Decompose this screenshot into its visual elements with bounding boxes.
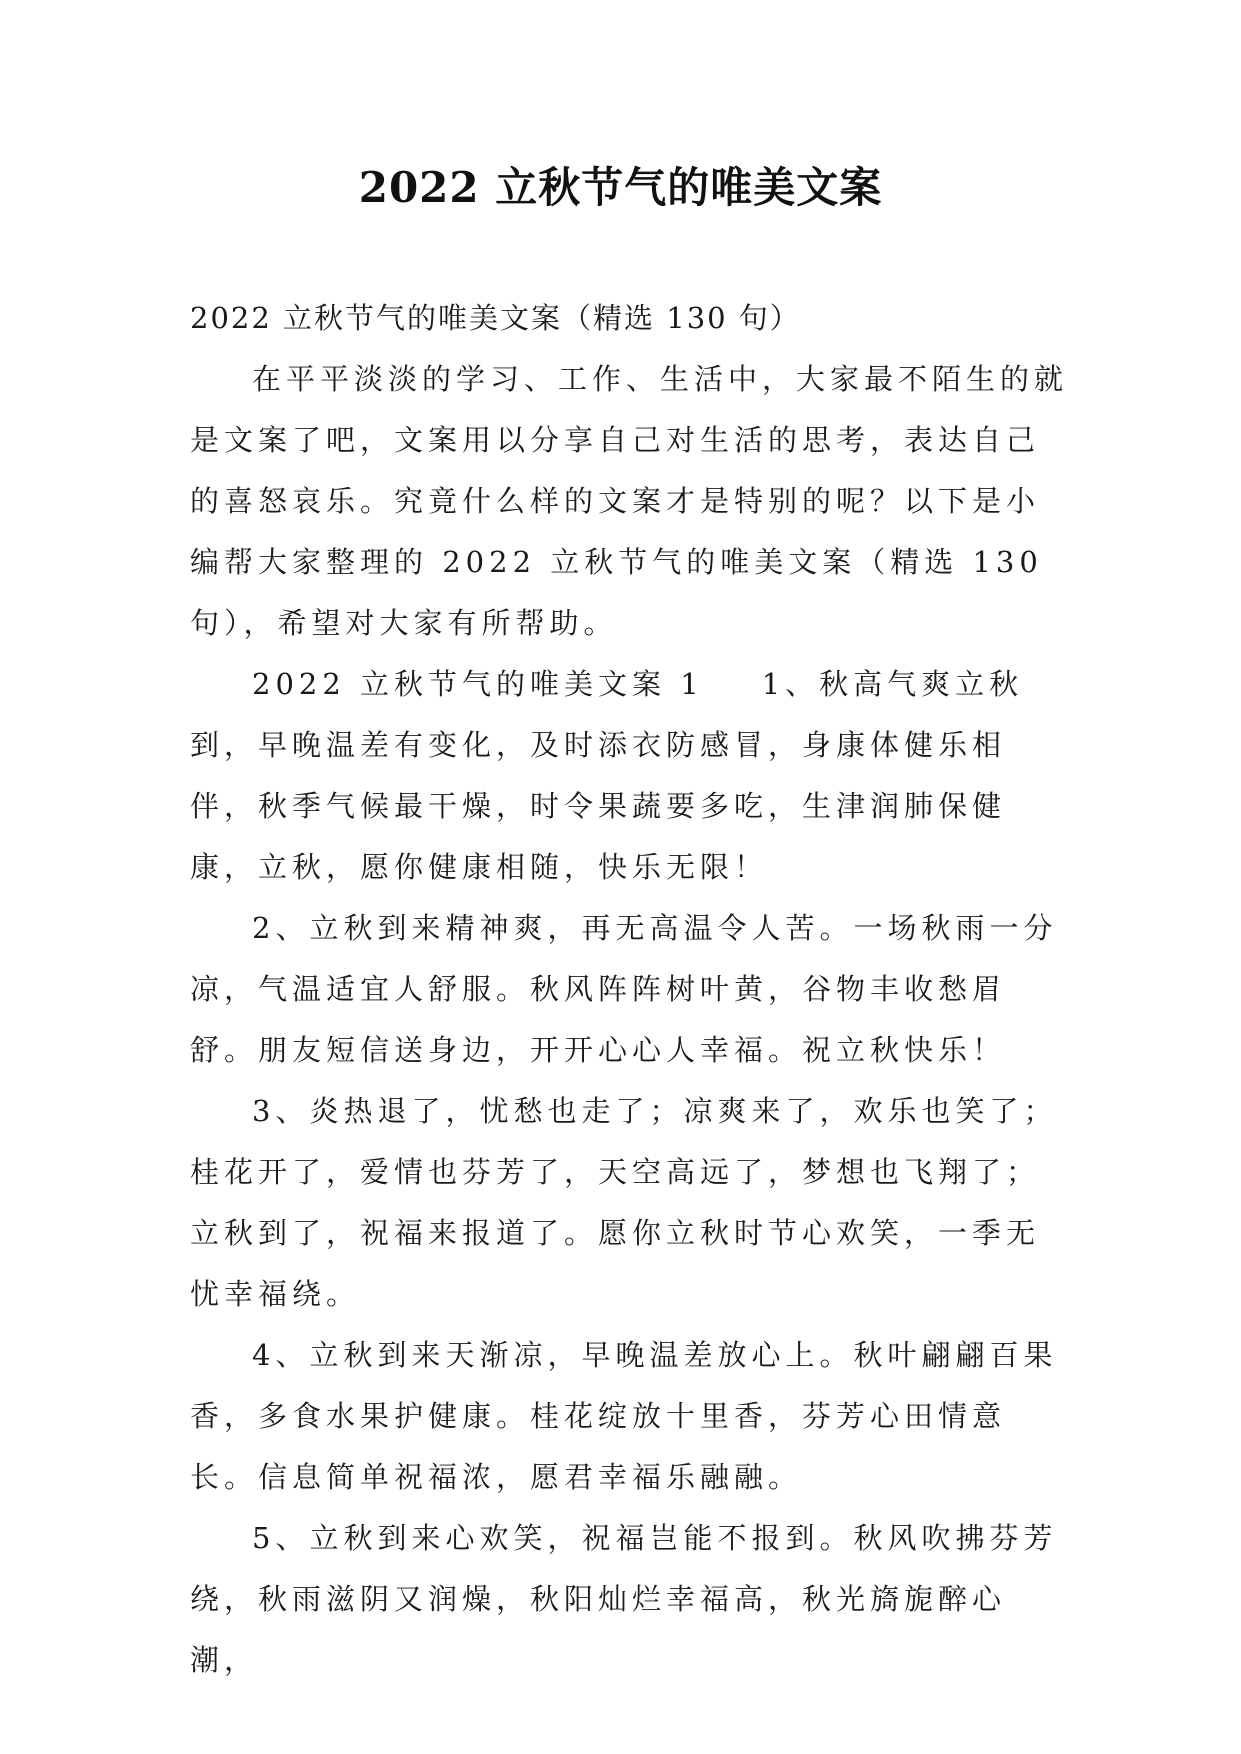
- list-item: 5、立秋到来心欢笑，祝福岂能不报到。秋风吹拂芬芳绕，秋雨滋阴又润燥，秋阳灿烂幸福高，秋光旖旎醉心潮，: [190, 1521, 1058, 1677]
- document-body: [190, 288, 1070, 1691]
- list-item: 1、秋高气爽立秋到，早晚温差有变化，及时添衣防感冒，身康体健乐相伴，秋季气候最干燥，时令果蔬要多吃，生津润肺保健康，立秋，愿你健康相随，快乐无限！: [190, 667, 1024, 884]
- section-heading: 2022 立秋节气的唯美文案 1: [252, 667, 704, 701]
- intro-paragraph: 在平平淡淡的学习、工作、生活中，大家最不陌生的就是文案了吧，文案用以分享自己对生活的思考，表达自己的喜怒哀乐。究竟什么样的文案才是特别的呢？以下是小编帮大家整理的 2022 立秋节气的唯美文案（精选 130 句），希望对大家有所帮助。: [190, 362, 1069, 640]
- document-subtitle: 2022 立秋节气的唯美文案（精选 130 句）: [190, 301, 801, 335]
- document-title: 2022 立秋节气的唯美文案: [358, 163, 883, 212]
- list-item: 4、立秋到来天渐凉，早晚温差放心上。秋叶翩翩百果香，多食水果护健康。桂花绽放十里香，芬芳心田情意长。信息简单祝福浓，愿君幸福乐融融。: [190, 1338, 1058, 1494]
- section-1-paragraph: [190, 654, 1070, 898]
- list-item: 3、炎热退了，忧愁也走了；凉爽来了，欢乐也笑了；桂花开了，爱情也芬芳了，天空高远了，梦想也飞翔了；立秋到了，祝福来报道了。愿你立秋时节心欢笑，一季无忧幸福绕。: [190, 1094, 1058, 1311]
- list-item: 2、立秋到来精神爽，再无高温令人苦。一场秋雨一分凉，气温适宜人舒服。秋风阵阵树叶黄，谷物丰收愁眉舒。朋友短信送身边，开开心心人幸福。祝立秋快乐！: [190, 911, 1058, 1067]
